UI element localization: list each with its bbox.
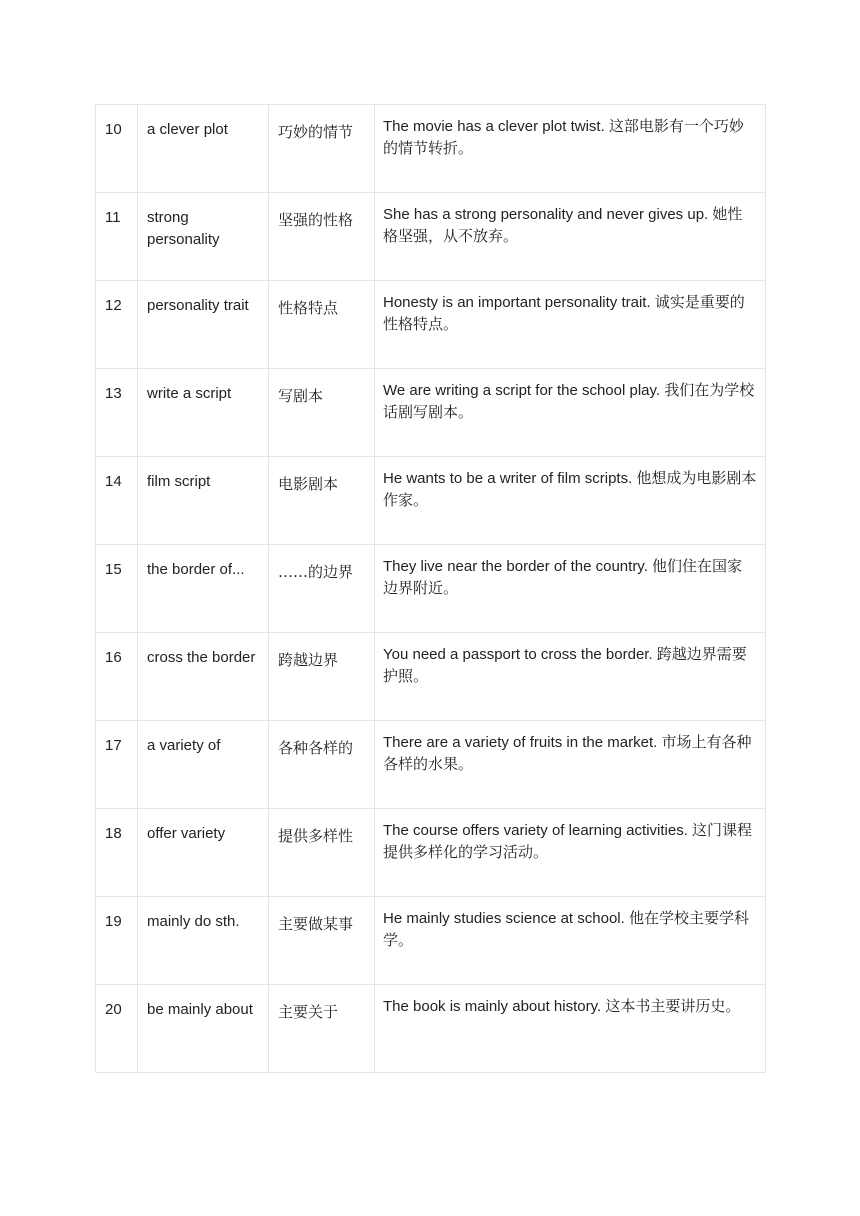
chinese-meaning: 性格特点	[269, 281, 375, 369]
example-sentence-cell	[375, 105, 766, 193]
chinese-meaning: ……的边界	[269, 545, 375, 633]
row-number: 13	[96, 369, 138, 457]
vocabulary-table	[95, 104, 766, 1073]
example-sentence-cell	[375, 281, 766, 369]
row-number: 11	[96, 193, 138, 281]
table-row	[96, 633, 766, 721]
example-sentence: The movie has a clever plot twist. 这部电影有一个巧妙的情节转折。	[383, 118, 744, 157]
row-number: 14	[96, 457, 138, 545]
table-row	[96, 985, 766, 1073]
chinese-meaning: 写剧本	[269, 369, 375, 457]
table-row	[96, 281, 766, 369]
english-phrase: personality trait	[138, 281, 269, 369]
english-phrase: film script	[138, 457, 269, 545]
chinese-meaning: 主要关于	[269, 985, 375, 1073]
row-number: 18	[96, 809, 138, 897]
chinese-meaning: 坚强的性格	[269, 193, 375, 281]
example-sentence: He wants to be a writer of film scripts. 他想成为电影剧本作家。	[383, 470, 757, 509]
example-sentence-cell	[375, 369, 766, 457]
example-sentence: The book is mainly about history. 这本书主要讲历史。	[383, 998, 741, 1015]
example-sentence-cell	[375, 721, 766, 809]
row-number: 17	[96, 721, 138, 809]
example-sentence: Honesty is an important personality trait. 诚实是重要的性格特点。	[383, 294, 745, 333]
english-phrase: the border of...	[138, 545, 269, 633]
table-row	[96, 105, 766, 193]
example-sentence-cell	[375, 193, 766, 281]
english-phrase: a variety of	[138, 721, 269, 809]
chinese-meaning: 电影剧本	[269, 457, 375, 545]
table-row	[96, 721, 766, 809]
table-row	[96, 809, 766, 897]
english-phrase: be mainly about	[138, 985, 269, 1073]
chinese-meaning: 主要做某事	[269, 897, 375, 985]
example-sentence: You need a passport to cross the border. 跨越边界需要护照。	[383, 646, 747, 685]
english-phrase: a clever plot	[138, 105, 269, 193]
row-number: 15	[96, 545, 138, 633]
chinese-meaning: 提供多样性	[269, 809, 375, 897]
chinese-meaning: 跨越边界	[269, 633, 375, 721]
example-sentence: We are writing a script for the school play. 我们在为学校话剧写剧本。	[383, 382, 755, 421]
example-sentence-cell	[375, 897, 766, 985]
example-sentence-cell	[375, 545, 766, 633]
example-sentence: The course offers variety of learning activities. 这门课程提供多样化的学习活动。	[383, 822, 753, 861]
table-row	[96, 457, 766, 545]
example-sentence-cell	[375, 809, 766, 897]
chinese-meaning: 各种各样的	[269, 721, 375, 809]
example-sentence-cell	[375, 633, 766, 721]
example-sentence: He mainly studies science at school. 他在学校主要学科学。	[383, 910, 749, 949]
table-row	[96, 369, 766, 457]
table-row	[96, 545, 766, 633]
row-number: 16	[96, 633, 138, 721]
english-phrase: write a script	[138, 369, 269, 457]
row-number: 19	[96, 897, 138, 985]
example-sentence: They live near the border of the country. 他们住在国家边界附近。	[383, 558, 743, 597]
vocabulary-table-body	[96, 105, 766, 1073]
table-row	[96, 897, 766, 985]
english-phrase: offer variety	[138, 809, 269, 897]
english-phrase: cross the border	[138, 633, 269, 721]
english-phrase: mainly do sth.	[138, 897, 269, 985]
english-phrase: strong personality	[138, 193, 269, 281]
table-row	[96, 193, 766, 281]
example-sentence: She has a strong personality and never gives up. 她性格坚强，从不放弃。	[383, 206, 743, 245]
example-sentence-cell	[375, 985, 766, 1073]
row-number: 12	[96, 281, 138, 369]
example-sentence-cell	[375, 457, 766, 545]
example-sentence: There are a variety of fruits in the market. 市场上有各种各样的水果。	[383, 734, 752, 773]
row-number: 10	[96, 105, 138, 193]
chinese-meaning: 巧妙的情节	[269, 105, 375, 193]
row-number: 20	[96, 985, 138, 1073]
